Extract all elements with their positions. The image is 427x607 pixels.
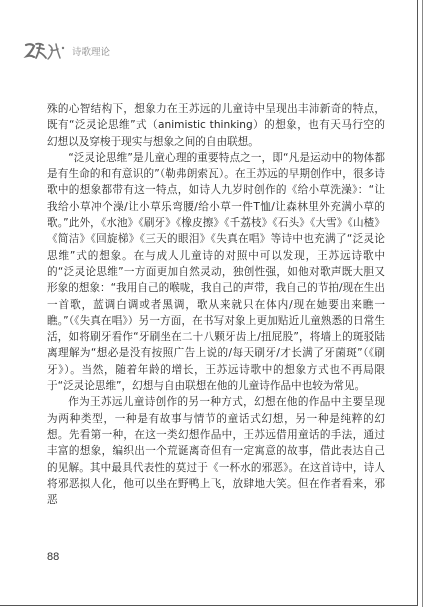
page-edge-line [422, 0, 423, 607]
page-number: 88 [47, 551, 60, 563]
body-text [47, 101, 385, 508]
calligraphy-logo-icon [22, 40, 68, 62]
paragraph: 作为王苏远儿童诗创作的另一种方式，幻想在他的作品中主要呈现为两种类型，一种是有故事与情节的童话式幻想，另一种是纯粹的幻想。先看第一种，在这一类幻想作品中，王苏远借用童话的手法，通过丰富的想象，编织出一个荒诞离奇但有一定寓意的故事，借此表达自己的见解。其中最具代表性的莫过于《一杯水的邪恶》。在这首诗中，诗人将邪恶拟人化，他可以坐在野鸭上飞，放肆地大笑。但在作者看来，邪恶 [47, 396, 385, 507]
paragraph: “泛灵论思维”是儿童心理的重要特点之一，即“凡是运动中的物体都是有生命的和有意识的”（勒弗朗索瓦）。在王苏远的早期创作中，很多诗歌中的想象都带有这一特点，如诗人九岁时创作的《给小草洗澡》：“让我给小草冲个澡/让小草乐弯腰/给小草一件T恤/让森林里外充满小草的歌。”此外，《水池》《刷牙》《橡皮擦》《千荔枝》《石头》《大雪》《山楂》《简洁》《回旋梯》《三天的眼泪》《失真在唱》等诗中也充满了“泛灵论思维”式的想象。在与成人儿童诗的对照中可以发现，王苏远诗歌中的“泛灵论思维”一方面更加自然灵动，独创性强，如他对歌声既大胆又形象的想象：“我用自己的喉咙，我自己的声带，我自己的节拍/现在生出一首歌，蓝调白调或者黑调，歌从来就只在体内/现在她要出来瞧一瞧。”（《失真在唱》）另一方面，在书写对象上更加贴近儿童熟悉的日常生活，如将刷牙看作“牙刷坐在二十八颗牙齿上/扭屁股”，将墙上的斑驳陆离理解为“想必是没有按照广告上说的/每天刷牙/才长满了牙菌斑”（《刷牙》）。当然，随着年龄的增长，王苏远诗歌中的想象方式也不再局限于“泛灵论思维”，幻想与自由联想在他的儿童诗作品中也较为常见。 [47, 151, 385, 393]
section-title: 诗歌理论 [72, 47, 111, 58]
paragraph: 殊的心智结构下，想象力在王苏远的儿童诗中呈现出丰沛新奇的特点，既有“泛灵论思维”式（animistic thinking）的想象，也有天马行空的幻想以及穿梭于现实与想象之间的自由联想。 [47, 103, 385, 148]
